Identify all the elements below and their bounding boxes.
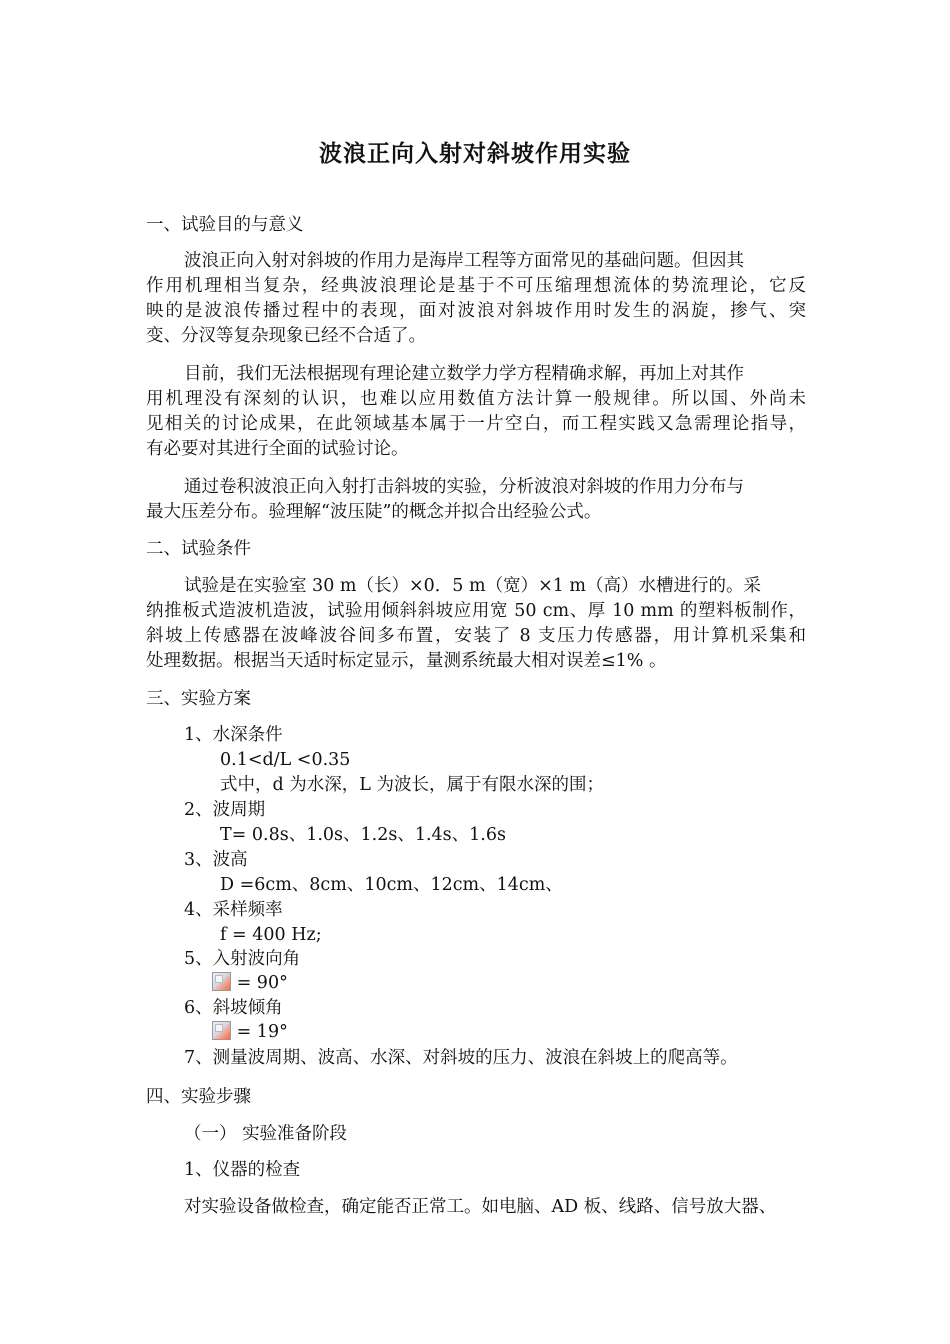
list-item-detail: 式中，d 为水深，L 为波长，属于有限水深的围； [220, 775, 604, 795]
slope-angle-value: = 19° [236, 1022, 288, 1042]
paragraph-line: 映的是波浪传播过程中的表现，面对波浪对斜坡作用时发生的涡旋，掺气、突 [146, 301, 806, 321]
list-item-label: 5、入射波向角 [184, 949, 301, 969]
list-item-label: 7、测量波周期、波高、水深、对斜坡的压力、波浪在斜坡上的爬高等。 [184, 1048, 738, 1068]
section-heading-conditions: 二、试验条件 [146, 539, 251, 559]
list-item-detail [212, 1020, 288, 1045]
paragraph-line: 处理数据。根据当天适时标定显示，量测系统最大相对误差≤1% 。 [146, 651, 667, 671]
list-item-detail: 0.1<d/L <0.35 [220, 750, 351, 770]
paragraph-line: 纳推板式造波机造波，试验用倾斜斜坡应用宽 50 cm、厚 10 mm 的塑料板制作， [146, 601, 806, 621]
list-item-detail: f = 400 Hz; [220, 925, 322, 945]
step-item-label: 1、仪器的检查 [184, 1160, 301, 1180]
document-title: 波浪正向入射对斜坡作用实验 [319, 140, 631, 167]
section-heading-purpose: 一、试验目的与意义 [146, 215, 304, 235]
section-heading-steps: 四、实验步骤 [146, 1087, 251, 1107]
broken-image-icon [212, 972, 231, 991]
subsection-heading: （一） 实验准备阶段 [184, 1124, 348, 1144]
paragraph-line: 用机理没有深刻的认识，也难以应用数值方法计算一般规律。所以国、外尚未 [146, 389, 806, 409]
paragraph-line: 作用机理相当复杂，经典波浪理论是基于不可压缩理想流体的势流理论，它反 [146, 276, 806, 296]
list-item-label: 4、采样频率 [184, 900, 283, 920]
paragraph-line: 有必要对其进行全面的试验讨论。 [146, 439, 409, 459]
paragraph-line: 波浪正向入射对斜坡的作用力是海岸工程等方面常见的基础问题。但因其 [184, 251, 744, 271]
list-item-detail: T= 0.8s、1.0s、1.2s、1.4s、1.6s [220, 825, 506, 845]
paragraph-line: 对实验设备做检查，确定能否正常工。如电脑、AD 板、线路、信号放大器、 [184, 1197, 777, 1217]
list-item-detail [212, 971, 288, 996]
paragraph-line: 目前，我们无法根据现有理论建立数学力学方程精确求解，再加上对其作 [184, 364, 744, 384]
paragraph-line: 斜坡上传感器在波峰波谷间多布置，安装了 8 支压力传感器，用计算机采集和 [146, 626, 806, 646]
list-item-label: 3、波高 [184, 850, 248, 870]
list-item-label: 1、水深条件 [184, 725, 283, 745]
broken-image-icon [212, 1021, 231, 1040]
list-item-label: 6、斜坡倾角 [184, 998, 283, 1018]
list-item-detail: D =6cm、8cm、10cm、12cm、14cm、 [220, 875, 563, 895]
paragraph-line: 见相关的讨论成果，在此领域基本属于一片空白，而工程实践又急需理论指导， [146, 414, 806, 434]
paragraph-line: 最大压差分布。验理解“波压陡”的概念并拟合出经验公式。 [146, 502, 602, 522]
list-item-label: 2、波周期 [184, 800, 266, 820]
section-heading-plan: 三、实验方案 [146, 689, 251, 709]
paragraph-line: 通过卷积波浪正向入射打击斜坡的实验，分析波浪对斜坡的作用力分布与 [184, 477, 744, 497]
incident-angle-value: = 90° [236, 973, 288, 993]
paragraph-line: 变、分汊等复杂现象已经不合适了。 [146, 326, 426, 346]
paragraph-line: 试验是在实验室 30 m（长）×0．5 m（宽）×1 m（高）水槽进行的。采 [184, 576, 762, 596]
